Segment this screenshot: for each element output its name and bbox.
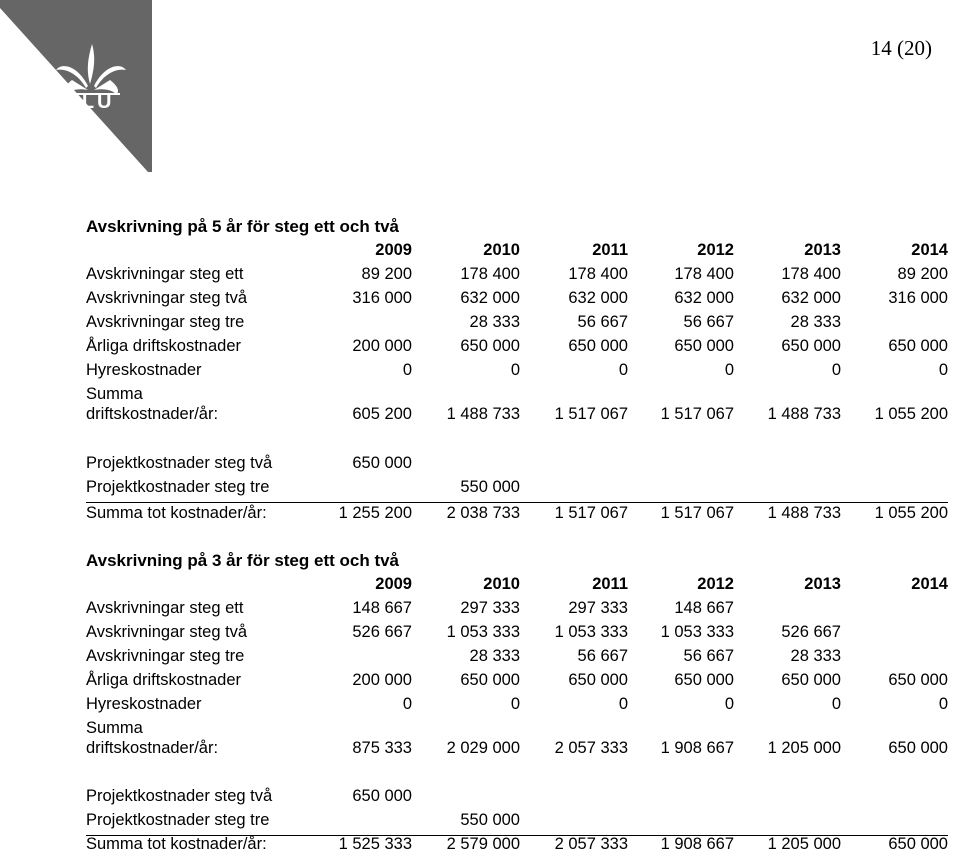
cell: 56 667 xyxy=(683,647,734,665)
summa-row xyxy=(86,405,948,429)
cell: 1 517 067 xyxy=(660,405,734,423)
cell: 1 053 333 xyxy=(554,623,628,641)
summa-row xyxy=(86,739,948,763)
year-header: 2014 xyxy=(911,241,948,259)
year-header: 2012 xyxy=(697,575,734,593)
table-row xyxy=(86,361,948,385)
cell: 632 000 xyxy=(781,289,841,307)
table-row xyxy=(86,454,948,478)
total-row xyxy=(86,835,948,859)
row-label: Summa xyxy=(86,385,143,403)
row-label: Projektkostnader steg tre xyxy=(86,811,270,829)
cell: 650 000 xyxy=(460,671,520,689)
row-label: Årliga driftskostnader xyxy=(86,337,241,355)
row-label: Avskrivningar steg två xyxy=(86,623,248,641)
cell: 650 000 xyxy=(674,337,734,355)
year-header: 2010 xyxy=(483,575,520,593)
year-header: 2013 xyxy=(804,241,841,259)
row-label: Hyreskostnader xyxy=(86,361,202,379)
table-row xyxy=(86,337,948,361)
cell: 650 000 xyxy=(888,835,948,853)
cell: 2 057 333 xyxy=(554,739,628,757)
table-row xyxy=(86,695,948,719)
cell: 28 333 xyxy=(790,313,841,331)
cell: 632 000 xyxy=(674,289,734,307)
row-label: Summa tot kostnader/år: xyxy=(86,504,267,522)
cell: 1 517 067 xyxy=(554,405,628,423)
row-label: Avskrivningar steg två xyxy=(86,289,248,307)
cell: 0 xyxy=(724,695,734,713)
cell: 56 667 xyxy=(577,313,628,331)
total-row xyxy=(86,504,948,528)
cell: 650 000 xyxy=(352,454,412,472)
row-label: Avskrivningar steg tre xyxy=(86,313,245,331)
cell: 875 333 xyxy=(352,739,412,757)
cell: 28 333 xyxy=(469,313,520,331)
cell: 650 000 xyxy=(568,671,628,689)
cell: 178 400 xyxy=(674,265,734,283)
cell: 297 333 xyxy=(460,599,520,617)
row-label: Avskrivningar steg tre xyxy=(86,647,245,665)
table-row xyxy=(86,289,948,313)
cell: 89 200 xyxy=(361,265,412,283)
cell: 650 000 xyxy=(352,787,412,805)
cell: 650 000 xyxy=(674,671,734,689)
year-header: 2009 xyxy=(375,575,412,593)
cell: 0 xyxy=(402,695,412,713)
cell: 28 333 xyxy=(790,647,841,665)
cell: 0 xyxy=(510,361,520,379)
cell: 1 517 067 xyxy=(554,504,628,522)
cell: 0 xyxy=(724,361,734,379)
cell: 1 488 733 xyxy=(767,405,841,423)
table-row xyxy=(86,811,948,836)
cell: 148 667 xyxy=(674,599,734,617)
cell: 632 000 xyxy=(568,289,628,307)
cell: 526 667 xyxy=(781,623,841,641)
cell: 0 xyxy=(618,361,628,379)
cell: 200 000 xyxy=(352,337,412,355)
slu-logo-text: SLU xyxy=(65,91,115,113)
year-header: 2014 xyxy=(911,575,948,593)
year-header: 2011 xyxy=(592,575,628,593)
table-header-row xyxy=(86,241,948,265)
cell: 0 xyxy=(510,695,520,713)
year-header: 2011 xyxy=(592,241,628,259)
slu-logo xyxy=(0,0,152,172)
cell: 605 200 xyxy=(352,405,412,423)
cell: 178 400 xyxy=(781,265,841,283)
cell: 1 908 667 xyxy=(660,835,734,853)
cell: 178 400 xyxy=(460,265,520,283)
cell: 1 053 333 xyxy=(446,623,520,641)
cell: 200 000 xyxy=(352,671,412,689)
cell: 2 579 000 xyxy=(446,835,520,853)
cell: 316 000 xyxy=(352,289,412,307)
cell: 297 333 xyxy=(568,599,628,617)
cell: 1 205 000 xyxy=(767,739,841,757)
cell: 1 055 200 xyxy=(874,405,948,423)
page-number: 14 (20) xyxy=(870,36,932,60)
year-header: 2013 xyxy=(804,575,841,593)
table-title: Avskrivning på 5 år för steg ett och två xyxy=(86,217,400,236)
cell: 1 525 333 xyxy=(338,835,412,853)
row-label: driftskostnader/år: xyxy=(86,739,219,757)
cell: 650 000 xyxy=(888,739,948,757)
table-row xyxy=(86,623,948,647)
table-row xyxy=(86,647,948,671)
cell: 0 xyxy=(831,361,841,379)
cell: 2 029 000 xyxy=(446,739,520,757)
row-label: Projektkostnader steg två xyxy=(86,787,273,805)
cell: 1 908 667 xyxy=(660,739,734,757)
cell: 632 000 xyxy=(460,289,520,307)
row-label: Summa tot kostnader/år: xyxy=(86,835,267,853)
table-row xyxy=(86,599,948,623)
cell: 1 488 733 xyxy=(767,504,841,522)
year-header: 2009 xyxy=(375,241,412,259)
year-header: 2010 xyxy=(483,241,520,259)
cell: 526 667 xyxy=(352,623,412,641)
cell: 148 667 xyxy=(352,599,412,617)
cell: 550 000 xyxy=(460,478,520,496)
table-row xyxy=(86,313,948,337)
cell: 650 000 xyxy=(781,671,841,689)
cell: 2 057 333 xyxy=(554,835,628,853)
cell: 89 200 xyxy=(897,265,948,283)
row-label: Projektkostnader steg två xyxy=(86,454,273,472)
cell: 1 517 067 xyxy=(660,504,734,522)
table-row xyxy=(86,478,948,503)
cell: 2 038 733 xyxy=(446,504,520,522)
cell: 650 000 xyxy=(888,337,948,355)
row-label: driftskostnader/år: xyxy=(86,405,219,423)
cell: 0 xyxy=(938,361,948,379)
row-label: Avskrivningar steg ett xyxy=(86,599,244,617)
cell: 1 255 200 xyxy=(338,504,412,522)
row-label: Årliga driftskostnader xyxy=(86,671,241,689)
cell: 1 488 733 xyxy=(446,405,520,423)
year-header: 2012 xyxy=(697,241,734,259)
row-label: Hyreskostnader xyxy=(86,695,202,713)
table-row xyxy=(86,787,948,811)
cell: 178 400 xyxy=(568,265,628,283)
row-label: Avskrivningar steg ett xyxy=(86,265,244,283)
cell: 650 000 xyxy=(460,337,520,355)
cell: 0 xyxy=(831,695,841,713)
row-label: Projektkostnader steg tre xyxy=(86,478,270,496)
cell: 1 055 200 xyxy=(874,504,948,522)
cell: 550 000 xyxy=(460,811,520,829)
cell: 28 333 xyxy=(469,647,520,665)
cell: 650 000 xyxy=(568,337,628,355)
slu-logo-graphic xyxy=(0,0,152,172)
table-header-row xyxy=(86,575,948,599)
cell: 1 205 000 xyxy=(767,835,841,853)
cell: 316 000 xyxy=(888,289,948,307)
cell: 1 053 333 xyxy=(660,623,734,641)
cell: 650 000 xyxy=(888,671,948,689)
table-row xyxy=(86,265,948,289)
cell: 0 xyxy=(938,695,948,713)
cell: 0 xyxy=(618,695,628,713)
cell: 56 667 xyxy=(577,647,628,665)
cell: 0 xyxy=(402,361,412,379)
table-title: Avskrivning på 3 år för steg ett och två xyxy=(86,551,400,570)
cell: 650 000 xyxy=(781,337,841,355)
table-row xyxy=(86,671,948,695)
row-label: Summa xyxy=(86,719,143,737)
cell: 56 667 xyxy=(683,313,734,331)
